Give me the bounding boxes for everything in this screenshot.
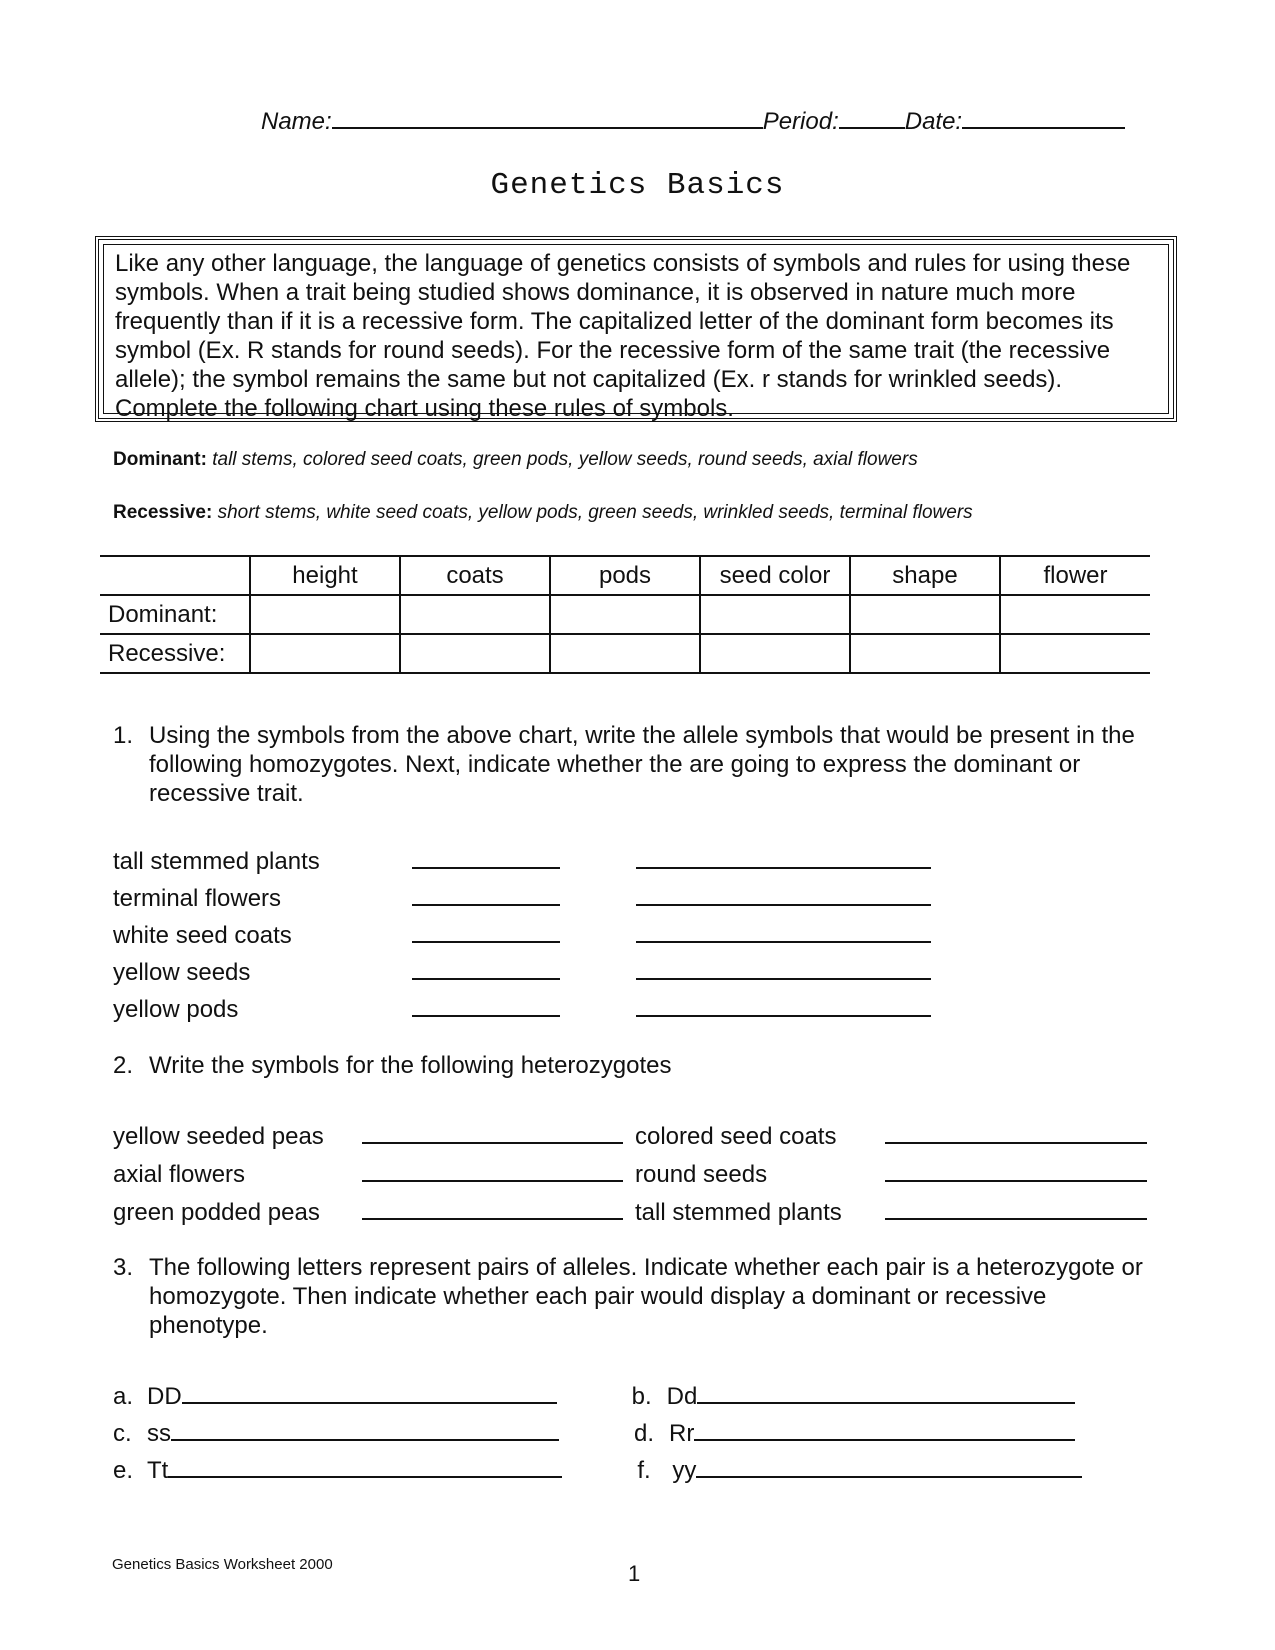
intro-box xyxy=(95,236,1177,422)
q2-right-item: round seeds xyxy=(635,1161,768,1188)
q3-letter: c. xyxy=(113,1420,132,1447)
q3-alleles: Tt xyxy=(147,1457,169,1484)
dominant-traits-list: tall stems, colored seed coats, green pods, yellow seeds, round seeds, axial flowers xyxy=(212,449,918,470)
q1-trait-blank[interactable] xyxy=(636,941,931,943)
question-3 xyxy=(113,1253,1149,1340)
q2-row xyxy=(113,1199,1147,1229)
chart-cell[interactable] xyxy=(1000,595,1150,634)
q3-answer-blank[interactable] xyxy=(694,1439,1075,1441)
q3-alleles: yy xyxy=(672,1457,697,1484)
q1-trait-blank[interactable] xyxy=(636,1015,931,1017)
q1-trait-blank[interactable] xyxy=(636,978,931,980)
q1-symbol-blank[interactable] xyxy=(412,904,560,906)
q3-letter: f. xyxy=(637,1457,651,1484)
period-field[interactable] xyxy=(839,127,905,129)
chart-cell[interactable] xyxy=(250,634,400,673)
chart-row-label: Recessive: xyxy=(100,634,250,673)
page-number: 1 xyxy=(628,1561,641,1586)
page-title: Genetics Basics xyxy=(490,168,785,203)
name-field[interactable] xyxy=(332,127,763,129)
symbol-chart xyxy=(100,555,1150,674)
chart-header: seed color xyxy=(700,556,850,595)
q3-letter: e. xyxy=(113,1457,134,1484)
q3-alleles: Rr xyxy=(669,1420,695,1447)
q1-row xyxy=(113,848,931,878)
q1-trait-blank[interactable] xyxy=(636,867,931,869)
q3-alleles: Dd xyxy=(666,1383,698,1410)
q3-row xyxy=(113,1420,1075,1450)
q3-alleles: ss xyxy=(147,1420,171,1447)
chart-header: coats xyxy=(400,556,550,595)
question-text: The following letters represent pairs of alleles. Indicate whether each pair is a heterozygote or homozygote. Then indicate whether each pair would display a dominant or recessive phenotype. xyxy=(149,1254,1143,1339)
chart-header: shape xyxy=(850,556,1000,595)
q3-letter: a. xyxy=(113,1383,134,1410)
dominant-label: Dominant: xyxy=(113,449,207,470)
chart-cell[interactable] xyxy=(400,634,550,673)
chart-cell[interactable] xyxy=(1000,634,1150,673)
chart-cell[interactable] xyxy=(850,595,1000,634)
question-1 xyxy=(113,721,1149,808)
question-number: 1. xyxy=(113,722,134,749)
q3-answer-blank[interactable] xyxy=(696,1476,1082,1478)
chart-cell[interactable] xyxy=(550,634,700,673)
question-number: 2. xyxy=(113,1052,134,1079)
q1-item: white seed coats xyxy=(113,922,292,949)
q1-item: yellow pods xyxy=(113,996,239,1023)
recessive-label: Recessive: xyxy=(113,502,213,523)
q3-alleles: DD xyxy=(147,1383,182,1410)
q3-letter: b. xyxy=(631,1383,652,1410)
q2-left-item: axial flowers xyxy=(113,1161,246,1188)
recessive-traits-list: short stems, white seed coats, yellow pods, green seeds, wrinkled seeds, terminal flowers xyxy=(217,502,973,523)
chart-cell[interactable] xyxy=(700,595,850,634)
q2-right-item: colored seed coats xyxy=(635,1123,837,1150)
q1-symbol-blank[interactable] xyxy=(412,867,560,869)
footer-text: Genetics Basics Worksheet 2000 xyxy=(112,1556,333,1573)
q1-item: tall stemmed plants xyxy=(113,848,320,875)
recessive-traits xyxy=(113,502,973,524)
q1-row xyxy=(113,996,931,1026)
question-2 xyxy=(113,1051,1149,1080)
chart-header: pods xyxy=(550,556,700,595)
chart-header: flower xyxy=(1000,556,1150,595)
header-fields xyxy=(261,108,1125,136)
name-label: Name: xyxy=(261,108,332,135)
chart-cell[interactable] xyxy=(550,595,700,634)
chart-header: height xyxy=(250,556,400,595)
q2-right-item: tall stemmed plants xyxy=(635,1199,842,1226)
q2-left-item: green podded peas xyxy=(113,1199,320,1226)
intro-text: Like any other language, the language of genetics consists of symbols and rules for using these symbols. When a trait being studied shows dominance, it is observed in nature much more frequently than if it is a recessive form. The capitalized letter of the dominant form becomes its symbol (Ex. R stands for round seeds). For the recessive form of the same trait (the recessive allele); the symbol remains the same but not capitalized (Ex. r stands for wrinkled seeds). Complete the following chart using these rules of symbols. xyxy=(115,250,1131,422)
date-field[interactable] xyxy=(962,127,1125,129)
q3-answer-blank[interactable] xyxy=(697,1402,1075,1404)
q1-row xyxy=(113,885,931,915)
dominant-traits xyxy=(113,449,918,471)
q2-right-blank[interactable] xyxy=(885,1218,1147,1220)
q3-answer-blank[interactable] xyxy=(171,1439,559,1441)
chart-row-label: Dominant: xyxy=(100,595,250,634)
chart-cell[interactable] xyxy=(850,634,1000,673)
q1-symbol-blank[interactable] xyxy=(412,1015,560,1017)
chart-cell[interactable] xyxy=(250,595,400,634)
period-label: Period: xyxy=(762,108,839,135)
chart-header-row xyxy=(100,556,1150,595)
q3-row xyxy=(113,1457,1082,1487)
q3-letter: d. xyxy=(634,1420,655,1447)
q2-right-blank[interactable] xyxy=(885,1142,1147,1144)
chart-row-dominant xyxy=(100,595,1150,634)
q2-left-blank[interactable] xyxy=(362,1180,623,1182)
chart-cell[interactable] xyxy=(700,634,850,673)
q2-right-blank[interactable] xyxy=(885,1180,1147,1182)
date-label: Date: xyxy=(904,108,963,135)
q1-symbol-blank[interactable] xyxy=(412,978,560,980)
q2-row xyxy=(113,1161,1147,1191)
q2-left-blank[interactable] xyxy=(362,1218,623,1220)
chart-corner-cell xyxy=(100,556,250,595)
question-text: Write the symbols for the following heterozygotes xyxy=(149,1052,672,1079)
q2-left-blank[interactable] xyxy=(362,1142,623,1144)
q1-item: yellow seeds xyxy=(113,959,251,986)
q1-trait-blank[interactable] xyxy=(636,904,931,906)
question-text: Using the symbols from the above chart, write the allele symbols that would be present in the following homozygotes. Next, indicate whether the are going to express the dominant or recessive trait. xyxy=(149,722,1135,807)
q1-symbol-blank[interactable] xyxy=(412,941,560,943)
q3-row xyxy=(113,1383,1075,1413)
q2-left-item: yellow seeded peas xyxy=(113,1123,324,1150)
question-number: 3. xyxy=(113,1254,134,1281)
q2-row xyxy=(113,1123,1147,1153)
q1-row xyxy=(113,922,931,952)
q1-row xyxy=(113,959,931,989)
chart-cell[interactable] xyxy=(400,595,550,634)
chart-row-recessive xyxy=(100,634,1150,673)
q1-item: terminal flowers xyxy=(113,885,282,912)
q3-answer-blank[interactable] xyxy=(182,1402,557,1404)
q3-answer-blank[interactable] xyxy=(168,1476,562,1478)
